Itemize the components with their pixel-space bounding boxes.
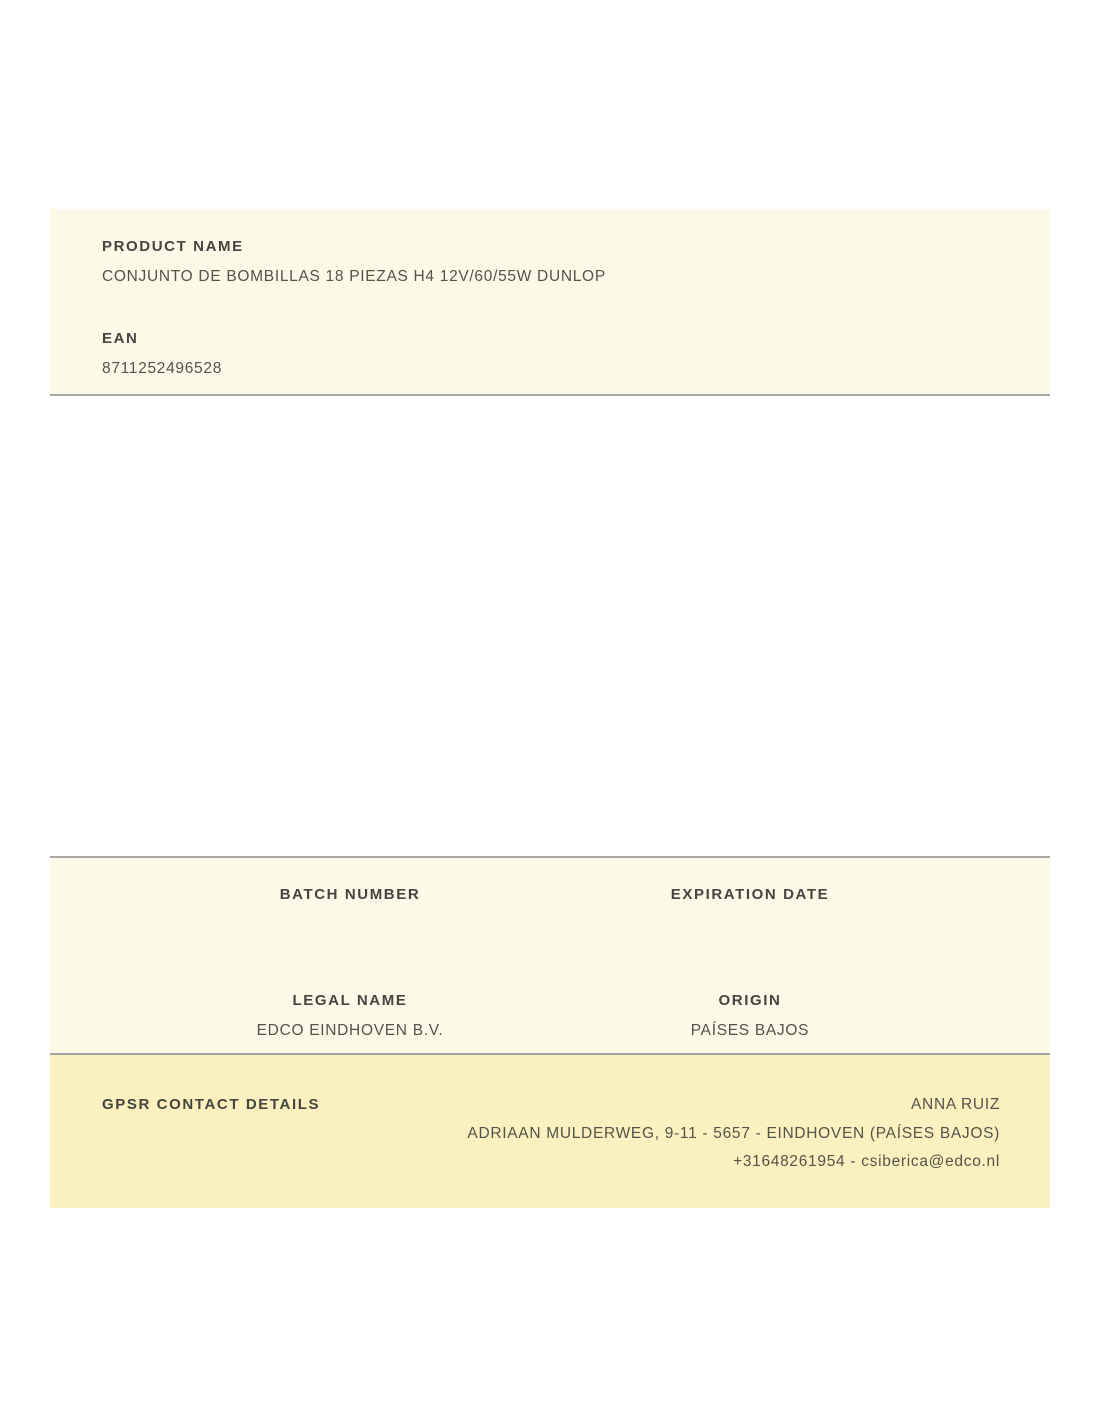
ean-value: 8711252496528 [102,359,223,377]
batch-expiration-row [150,887,950,916]
gpsr-contact-phone-email: +31648261954 - csiberica@edco.nl [733,1153,1000,1170]
legal-name-label: LEGAL NAME [292,992,408,1009]
expiration-date-label: EXPIRATION DATE [670,886,830,903]
gpsr-contact-label: GPSR CONTACT DETAILS [102,1096,321,1113]
ean-field [102,331,998,378]
batch-legal-panel [50,856,1050,1055]
batch-number-label: BATCH NUMBER [279,886,421,903]
gpsr-contact-address: ADRIAAN MULDERWEG, 9-11 - 5657 - EINDHOVEN (PAÍSES BAJOS) [467,1124,1000,1142]
origin-label: ORIGIN [718,992,782,1009]
legal-origin-row [150,993,950,1040]
legal-name-value: EDCO EINDHOVEN B.V. [256,1022,444,1039]
product-name-field [102,239,998,286]
expiration-date-field [550,887,950,916]
legal-name-field [150,993,550,1040]
gpsr-contact-row [102,1097,1000,1170]
product-name-label: PRODUCT NAME [102,238,244,255]
gpsr-contact-panel [50,1055,1050,1208]
gpsr-contact-block [320,1097,1000,1170]
product-name-value: CONJUNTO DE BOMBILLAS 18 PIEZAS H4 12V/60/55W DUNLOP [102,268,606,285]
gpsr-contact-name: ANNA RUIZ [911,1096,1000,1113]
batch-number-field [150,887,550,916]
product-info-panel [50,209,1050,396]
origin-value: PAÍSES BAJOS [690,1022,810,1039]
ean-label: EAN [102,329,139,347]
origin-field [550,993,950,1040]
